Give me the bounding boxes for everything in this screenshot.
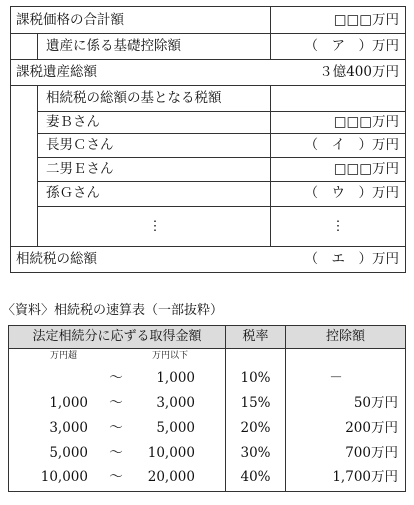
bracket-to: 10,000 [147,445,195,461]
eldest-son-c-value: （ イ ）万円 [304,137,399,153]
bracket-rate: 40% [240,469,271,485]
value-ellipsis: ⋮ [331,218,345,234]
bracket-rate: 20% [240,420,271,436]
row-line-5 [37,133,406,134]
bracket-deduction: 1,700万円 [332,469,398,485]
top-table-border-bottom [10,272,406,273]
unit-under-label: 万円以下 [152,351,189,361]
bracket-to: 5,000 [156,420,195,436]
bracket-deduction: 200万円 [345,420,398,436]
bracket-rate: 30% [240,445,271,461]
rate-table-border-left [8,325,9,492]
total-inheritance-tax-value: （ エ ）万円 [304,251,399,267]
total-taxable-price-label: 課税価格の合計額 [16,12,124,28]
grandchild-g-value: （ ウ ）万円 [304,185,399,201]
reference-caption: 〈資料〉相続税の速算表（一部抜粋） [2,303,224,318]
row-line-9 [10,246,406,247]
row-line-6 [37,157,406,158]
bracket-to: 20,000 [147,469,195,485]
bracket-deduction: － [329,370,343,386]
eldest-son-c-label: 長男Ｃさん [46,137,114,153]
deduction-header: 控除額 [325,329,365,344]
taxable-estate-total-value: ３億400万円 [319,64,399,80]
bracket-from: 3,000 [49,420,88,436]
bracket-from: 5,000 [49,445,88,461]
rate-header: 税率 [242,329,269,344]
amount-header: 法定相続分に応ずる取得金額 [32,329,202,344]
bracket-from: 1,000 [49,395,88,411]
rate-table-border-top [8,325,406,326]
basic-deduction-indent-line [37,33,38,59]
bracket-rate: 10% [240,370,271,386]
taxable-estate-total-label: 課税遺産総額 [16,64,97,80]
bracket-tilde: ～ [109,370,123,386]
bracket-tilde: ～ [109,420,123,436]
top-table-border-right [405,6,406,273]
bracket-tilde: ～ [109,395,123,411]
bracket-from: 10,000 [40,469,88,485]
tax-base-indent-line [37,85,38,246]
total-taxable-price-value: □□□万円 [333,12,399,28]
bracket-deduction: 50万円 [353,395,398,411]
second-son-e-label: 二男Ｅさん [46,161,114,177]
row-line-8 [37,206,406,207]
bracket-to: 3,000 [156,395,195,411]
wife-b-label: 妻Ｂさん [46,114,100,130]
base-tax-amount-label: 相続税の総額の基となる税額 [46,90,222,106]
rate-table-border-right [405,325,406,492]
unit-over-label: 万円超 [50,351,78,361]
row-line-1 [10,33,406,34]
bracket-to: 1,000 [156,370,195,386]
rate-column-divider-2 [285,325,286,492]
row-line-7 [37,181,406,182]
bracket-tilde: ～ [109,469,123,485]
total-inheritance-tax-label: 相続税の総額 [16,251,97,267]
bracket-tilde: ～ [109,445,123,461]
top-table-border-left [10,6,11,273]
basic-deduction-value: （ ア ）万円 [304,38,399,54]
row-line-2 [10,59,406,60]
second-son-e-value: □□□万円 [333,161,399,177]
row-line-3 [10,85,406,86]
bracket-rate: 15% [240,395,271,411]
rate-table-border-bottom [8,491,406,492]
grandchild-g-label: 孫Ｇさん [46,185,100,201]
basic-deduction-label: 遺産に係る基礎控除額 [46,38,181,54]
label-ellipsis: ⋮ [148,218,162,234]
value-column-divider-2 [270,85,271,246]
top-table-border-top [10,6,406,7]
bracket-deduction: 700万円 [345,445,398,461]
wife-b-value: □□□万円 [333,114,399,130]
